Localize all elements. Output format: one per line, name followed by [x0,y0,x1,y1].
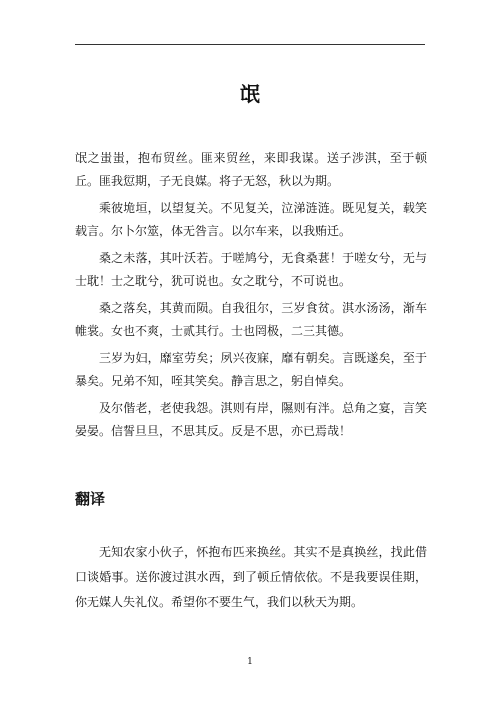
poem-stanza-6: 及尔偕老，老使我怨。淇则有岸，隰则有泮。总角之宴，言笑晏晏。信誓旦旦，不思其反。反是不思，亦已焉哉！ [75,401,427,438]
poem-stanza-1: 氓之蚩蚩，抱布贸丝。匪来贸丝，来即我谋。送子涉淇，至于顿丘。匪我愆期，子无良媒。将子无怒，秋以为期。 [75,151,427,188]
poem-stanza-3: 桑之未落，其叶沃若。于嗟鸠兮，无食桑葚！于嗟女兮，无与士耽！士之耽兮，犹可说也。女之耽兮，不可说也。 [75,251,427,288]
poem-stanza-2: 乘彼垝垣，以望复关。不见复关，泣涕涟涟。既见复关，载笑载言。尔卜尔筮，体无咎言。以尔车来，以我贿迁。 [75,201,427,238]
header-rule [75,44,425,45]
page-number: 1 [247,657,253,667]
poem-title: 氓 [240,82,260,106]
poem-stanza-5: 三岁为妇，靡室劳矣；夙兴夜寐，靡有朝矣。言既遂矣，至于暴矣。兄弟不知，咥其笑矣。静言思之，躬自悼矣。 [75,351,427,388]
poem-body [75,147,427,447]
poem-stanza-4: 桑之落矣，其黄而陨。自我徂尔，三岁食贫。淇水汤汤，渐车帷裳。女也不爽，士贰其行。士也罔极，二三其德。 [75,301,427,338]
translation-heading: 翻译 [75,490,106,508]
translation-paragraph: 无知农家小伙子，怀抱布匹来换丝。其实不是真换丝，找此借口谈婚事。送你渡过淇水西，到了顿丘情依依。不是我要误佳期，你无媒人失礼仪。希望你不要生气，我们以秋天为期。 [75,545,427,609]
